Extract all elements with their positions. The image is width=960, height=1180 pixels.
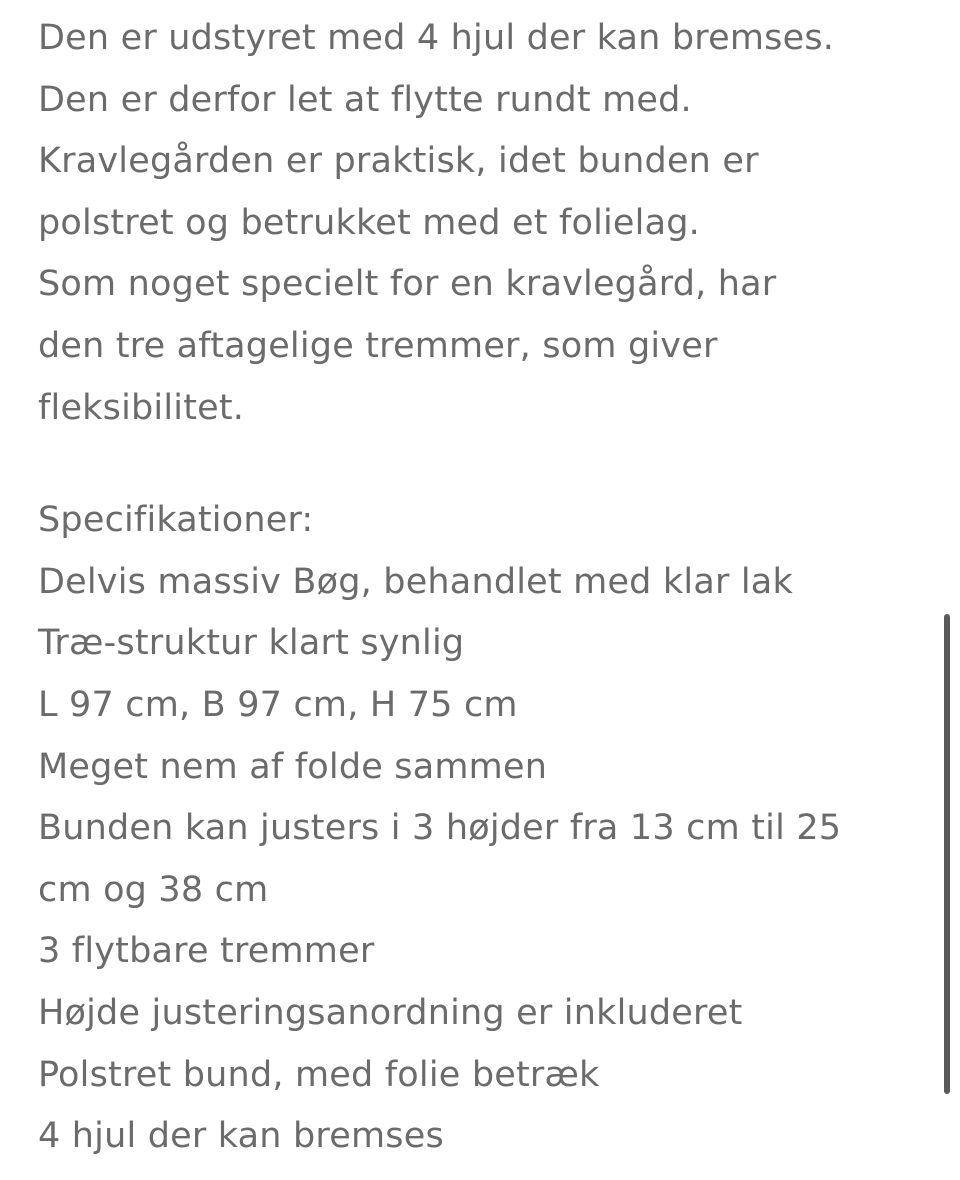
scrollbar-thumb[interactable]	[944, 614, 950, 1094]
spec-line: cm og 38 cm	[38, 869, 269, 910]
spec-line: Træ-struktur klart synlig	[38, 623, 465, 664]
description-line: fleksibilitet.	[38, 387, 245, 428]
spec-line: Højde justeringsanordning er inkluderet	[38, 992, 743, 1033]
description-line: polstret og betrukket med et folielag.	[38, 202, 700, 243]
spec-line: Meget nem af folde sammen	[38, 746, 548, 787]
listing-text	[38, 8, 938, 1168]
description-line: Kravlegården er praktisk, idet bunden er	[38, 141, 759, 182]
description-line: den tre aftagelige tremmer, som giver	[38, 325, 718, 366]
spec-line: 3 flytbare tremmer	[38, 931, 375, 972]
specifications-block	[38, 490, 938, 1168]
spec-line: 4 hjul der kan bremses	[38, 1116, 444, 1157]
spec-line: L 97 cm, B 97 cm, H 75 cm	[38, 684, 518, 725]
paragraph-spacer	[38, 439, 938, 490]
description-line: Som noget specielt for en kravlegård, har	[38, 264, 777, 305]
description-line: Den er udstyret med 4 hjul der kan bremses.	[38, 18, 835, 58]
description-line: Den er derfor let at flytte rundt med.	[38, 79, 692, 120]
spec-line: Polstret bund, med folie betræk	[38, 1054, 600, 1095]
spec-line: Bunden kan justers i 3 højder fra 13 cm til 25	[38, 808, 842, 849]
specifications-heading: Specifikationer:	[38, 500, 314, 541]
description-block	[38, 8, 938, 439]
spec-line: Delvis massiv Bøg, behandlet med klar lak	[38, 561, 793, 602]
